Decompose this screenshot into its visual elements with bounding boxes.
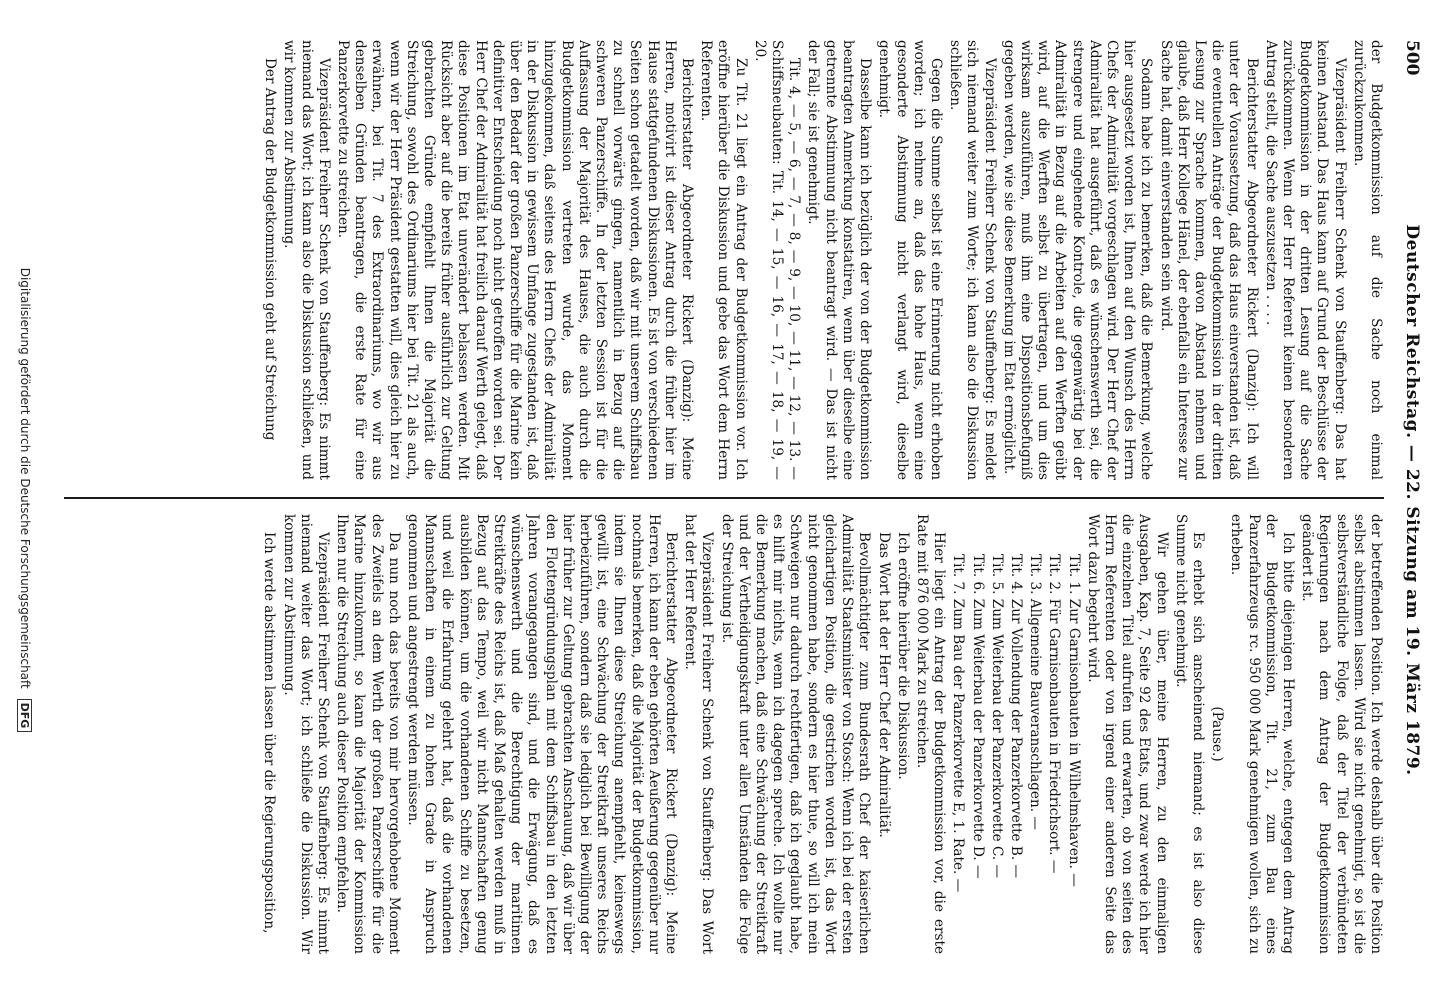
paragraph: Gegen die Summe selbst ist eine Erinnerung nicht erhoben worden; ich nehme an, daß das hohe Haus, wenn eine gesonderte Abstimmung nicht verlangt wird, dieselbe genehmigt. <box>876 40 944 480</box>
paragraph: Vizepräsident Freiherr Schenk von Stauffenberg: Es meldet sich niemand weiter zum Worte; ich kann also die Diskussion schließen. <box>947 40 998 480</box>
paragraph: Vizepräsident Freiherr Schenk von Stauffenberg: Es nimmt niemand weiter das Wort; ich schließe die Diskussion. Wir kommen zur Abstimmung. <box>280 514 332 954</box>
page-header <box>1396 40 1422 960</box>
digitization-footer <box>10 40 32 960</box>
paragraph: Berichterstatter Abgeordneter Rickert (Danzig): Meine Herren, ich kann der eben gehörten Aeußerung gegenüber nur nochmals bemerken, daß die Majorität der Budgetkommission, indem sie Ihnen diese Streichung anempfiehlt, keineswegs gewillt ist, eine Schwächung der Streitkraft unseres Reichs herbeizuführen, sondern daß sie lediglich bei Bewilligung der hier früher zur Geltung gebrachten Anschauung, daß wir über den Flottengründungsplan mit dem Schiffsbau in den letzten Jahren vorangegangen sind, und die Erwägung, daß es wünschenswerth und die Berechtigung der maritimen Streitkräfte des Reichs ist, daß Maß gehalten werden muß in Bezug auf das Tempo, weil wir nicht Mannschaften genug ausbilden können, um die vorhandenen Schiffe zu besetzen, und weil die Erfahrung gelehrt hat, daß die vorhandenen Mannschaften in einem zu hohen Grade in Anspruch genommen und angestrengt werden müssen. <box>405 514 680 954</box>
paragraph: Vizepräsident Freiherr Schenk von Stauffenberg: Es nimmt niemand das Wort; ich kann also die Diskussion schließen, und wir kommen zur Abstimmung. <box>281 40 332 480</box>
paragraph: Das Wort hat der Herr Chef der Admiralität. <box>875 532 892 838</box>
paragraph: Tit. 4, — 5, — 6, — 7, — 8, — 9, — 10, — 11, — 12, — 13. — Schiffsneubauten: Tit. 14, — 15, — 16, — 17, — 18, — 19, — 20. <box>751 40 803 480</box>
list-item: Tit. 2. Für Garnisonbauten in Friedrichsort. — <box>1046 554 1063 874</box>
list-item: Tit. 6. Zum Weiterbau der Panzerkorvette D. — <box>969 554 986 879</box>
paragraph: (Pause.) <box>1209 706 1226 762</box>
list-item: Tit. 1. Zur Garnisonbauten in Wilhelmshaven. — <box>1065 554 1082 887</box>
page-number: 500 <box>1402 40 1422 76</box>
paragraph: Vizepräsident Freiherr Schenk von Stauffenberg: Das hat keinen Anstand. Das Haus kann auf Grund der Beschlüsse der Budgetkommission in der dritten Lesung auf die Sache zurückkommen. Wenn der Herr Referent keinen besonderen Antrag stellt, die Sache auszusetzen . . . . <box>1262 40 1348 480</box>
paragraph: Ich bitte diejenigen Herren, welche, entgegen dem Antrag der Budgetkommission, Tit. 21, zum Bau eines Panzerfahrzeugs rc. 950 000 Mark genehmigen wollen, sich zu erheben. <box>1228 514 1296 954</box>
digitization-note: Digitalisierung gefördert durch die Deutsche Forschungsgemeinschaft <box>18 267 32 689</box>
list-item: Tit. 7. Zum Bau der Panzerkorvette E, 1. Rate. — <box>950 554 967 893</box>
paragraph: Dasselbe kann ich bezüglich der von der Budgetkommission beantragten Anmerkung konstatiren, wenn über dieselbe eine getrennte Abstimmung nicht beantragt wird. — Das ist nicht der Fall; sie ist genehmigt. <box>805 40 874 480</box>
paragraph: Da nun noch das bereits von mir hervorgehobene Moment des Zweifels an dem Werth der großen Panzerschiffe für die Marine hinzukommt, so kann die Majorität der Kommission Ihnen nur die Streichung auch dieser Position empfehlen. <box>334 514 402 954</box>
list-item: Tit. 5. Zum Weiterbau der Panzerkorvette C. — <box>988 554 1005 879</box>
paragraph: Ich eröffne hierüber die Diskussion. <box>894 532 911 780</box>
paragraph: Es erhebt sich anscheinend niemand; es ist also diese Summe nicht genehmigt. <box>1172 514 1206 954</box>
paragraph: Wir gehen über, meine Herren, zu den einmaligen Ausgaben, Kap. 7, Seite 92 des Etats, und zwar werde ich hier die einzelnen Titel aufrufen und erwarten, ob von seiten des Herrn Referenten oder von irgend einer anderen Seite das Wort dazu begehrt wird. <box>1084 514 1170 954</box>
paragraph: Bevollmächtigter zum Bundesrath Chef der kaiserlichen Admiralität Staatsminister von Stosch: Wenn ich bei der ersten gleichartigen Position, die gestrichen worden ist, das Wort nicht genommen habe, sondern es hier thue, so will ich mein Schweigen nur dadurch rechtfertigen, daß ich geglaubt habe, es hilft mir nichts, wenn ich dagegen spreche. Ich wollte nur die Bemerkung machen, daß eine Schwächung der Streitkraft und der Vertheidigungskraft unter allen Umständen die Folge der Streichung ist. <box>718 514 873 954</box>
dfg-logo: DFG <box>17 699 32 733</box>
paragraph: Sodann habe ich zu bemerken, daß die Bemerkung, welche hier ausgesetzt worden ist, Ihnen auf den Wunsch des Herrn Chefs der Admiralität vorgeschlagen wird. Der Herr Chef der Admiralität hat ausgeführt, daß es wünschenswerth sei, die strengere und eingehende Kontrole, die gegenwärtig bei der Admiralität in Bezug auf die Arbeiten auf den Werften geübt wird, auf die Werften selbst zu übertragen, und um dies wirksam auszuführen, muß ihm eine Dispositionsbefugniß gegeben werden, wie sie diese Bemerkung im Etat ermöglicht. <box>1000 40 1155 480</box>
left-column <box>54 40 1384 480</box>
paragraph: Hier liegt ein Antrag der Budgetkommission vor, die erste Rate mit 876 000 Mark zu streichen. <box>913 514 948 954</box>
paragraph: der betreffenden Position. Ich werde deshalb über die Position selbst abstimmen lassen. Wird sie nicht genehmigt, so ist die selbstverständliche Folge, daß der Titel der verbündeten Regierungen nach dem Antrag der Budgetkommission geändert ist. <box>1299 514 1384 954</box>
paragraph: Berichterstatter Abgeordneter Rickert (Danzig): Ich will unter der Voraussetzung, daß das Haus einverstanden ist, daß die eventuellen Anträge der Budgetkommission in der dritten Lesung zur Sprache kommen, davon Abstand nehmen und glaube, daß Herr Kollege Hänel, der ebenfalls ein Interesse zur Sache hat, damit einverstanden sein wird. <box>1157 40 1260 480</box>
paragraph: Vizepräsident Freiherr Schenk von Stauffenberg: Das Wort hat der Herr Referent. <box>682 514 716 954</box>
list-item: Tit. 4. Zur Vollendung der Panzerkorvette B. — <box>1007 554 1024 879</box>
list-item: Tit. 3. Allgemeine Bauveranschlagen. — <box>1027 554 1044 830</box>
column-divider <box>64 497 1384 499</box>
paragraph: Berichterstatter Abgeordneter Rickert (Danzig): Meine Herren, motivirt ist dieser Antrag durch die früher hier im Hause stattgefundenen Diskussionen. Es ist von verschiedenen Seiten schon getadelt worden, daß wir mit unserem Schiffsbau zu schnell vorwärts gingen, namentlich in Bezug auf die schweren Panzerschiffe. In der letzten Session ist für die Auffassung der Majorität des Hauses, die auch durch die Budgetkommission vertreten wurde, das Moment hinzugekommen, daß seitens des Herrn Chefs der Admiralität in der Diskussion in gewissem Umfange zugestanden ist, daß über den Bedarf der großen Panzerschiffe für die Marine kein definitiver Entscheidung noch nicht getroffen worden sei. Der Herr Chef der Admiralität hat freilich darauf Werth gelegt, daß diese Positionen im Etat unverändert belassen werden. Mit Rücksicht aber auf die bereits früher ausführlich zur Geltung gebrachten Gründe empfiehlt Ihnen die Majorität die Streichung, sowohl des Ordinariums hier bei Tit. 21 als auch, wenn wir der Herr Präsident gestatten will, dies gleich hier zu erwähnen, bei Tit. 7 des Extraordinariums, wo wir aus denselben Gründen beantragen, die erste Rate für eine Panzerkorvette zu streichen. <box>335 40 696 480</box>
right-column <box>54 514 1384 954</box>
running-title: Deutscher Reichstag. — 22. Sitzung am 19. März 1879. <box>1402 224 1422 776</box>
paragraph: Der Antrag der Budgetkommission geht auf Streichung <box>262 58 279 441</box>
paragraph: Zu Tit. 21 liegt ein Antrag der Budgetkommission vor. Ich eröffne hierüber die Diskussion und gebe das Wort dem Herrn Referenten. <box>698 40 749 480</box>
paragraph: Ich werde abstimmen lassen über die Regierungsposition, <box>261 532 278 934</box>
paragraph: der Budgetkommission auf die Sache noch einmal zurückzukommen. <box>1350 40 1384 480</box>
